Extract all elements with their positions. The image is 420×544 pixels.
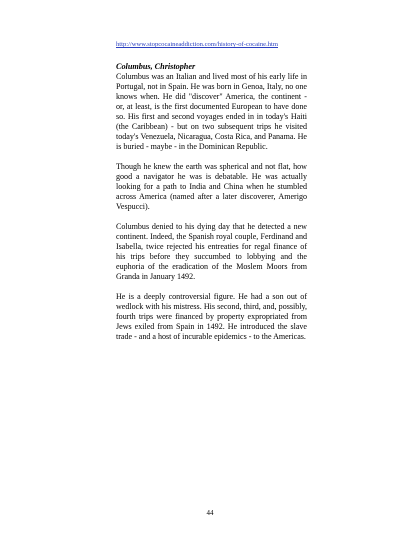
paragraph-3: Columbus denied to his dying day that he detected a new continent. Indeed, the Spanish royal couple, Ferdinand and Isabella, twice rejected his entreaties for regal finance of his trips before they succumbed to lobbying and the euphoria of the eradication of the Moslem Moors from Granda in January 1492. [116, 221, 307, 282]
page-content [116, 41, 307, 352]
paragraph-1: Columbus was an Italian and lived most of his early life in Portugal, not in Spain. He was born in Genoa, Italy, no one knows when. He did "discover" America, the continent - or, at least, is the first documented European to have done so. His first and second voyages ended in in today's Haiti (the Caribbean) - but on two subsequent trips he visited today's Venezuela, Nicaragua, Costa Rica, and Panama. He is buried - maybe - in the Dominican Republic. [116, 72, 307, 152]
page-number: 44 [206, 509, 214, 517]
paragraph-4: He is a deeply controversial figure. He had a son out of wedlock with his mistress. His second, third, and, possibly, fourth trips were financed by property expropriated from Jews exiled from Spain in 1492. He introduced the slave trade - and a host of incurable epidemics - to the Americas. [116, 291, 307, 342]
source-link[interactable]: http://www.stopcocaineaddiction.com/history-of-cocaine.htm [116, 41, 278, 48]
paragraph-2: Though he knew the earth was spherical and not flat, how good a navigator he was is debatable. He was actually looking for a path to India and China when he stumbled across America (named after a later discoverer, Amerigo Vespucci). [116, 162, 307, 212]
entry-heading: Columbus, Christopher [116, 62, 196, 71]
